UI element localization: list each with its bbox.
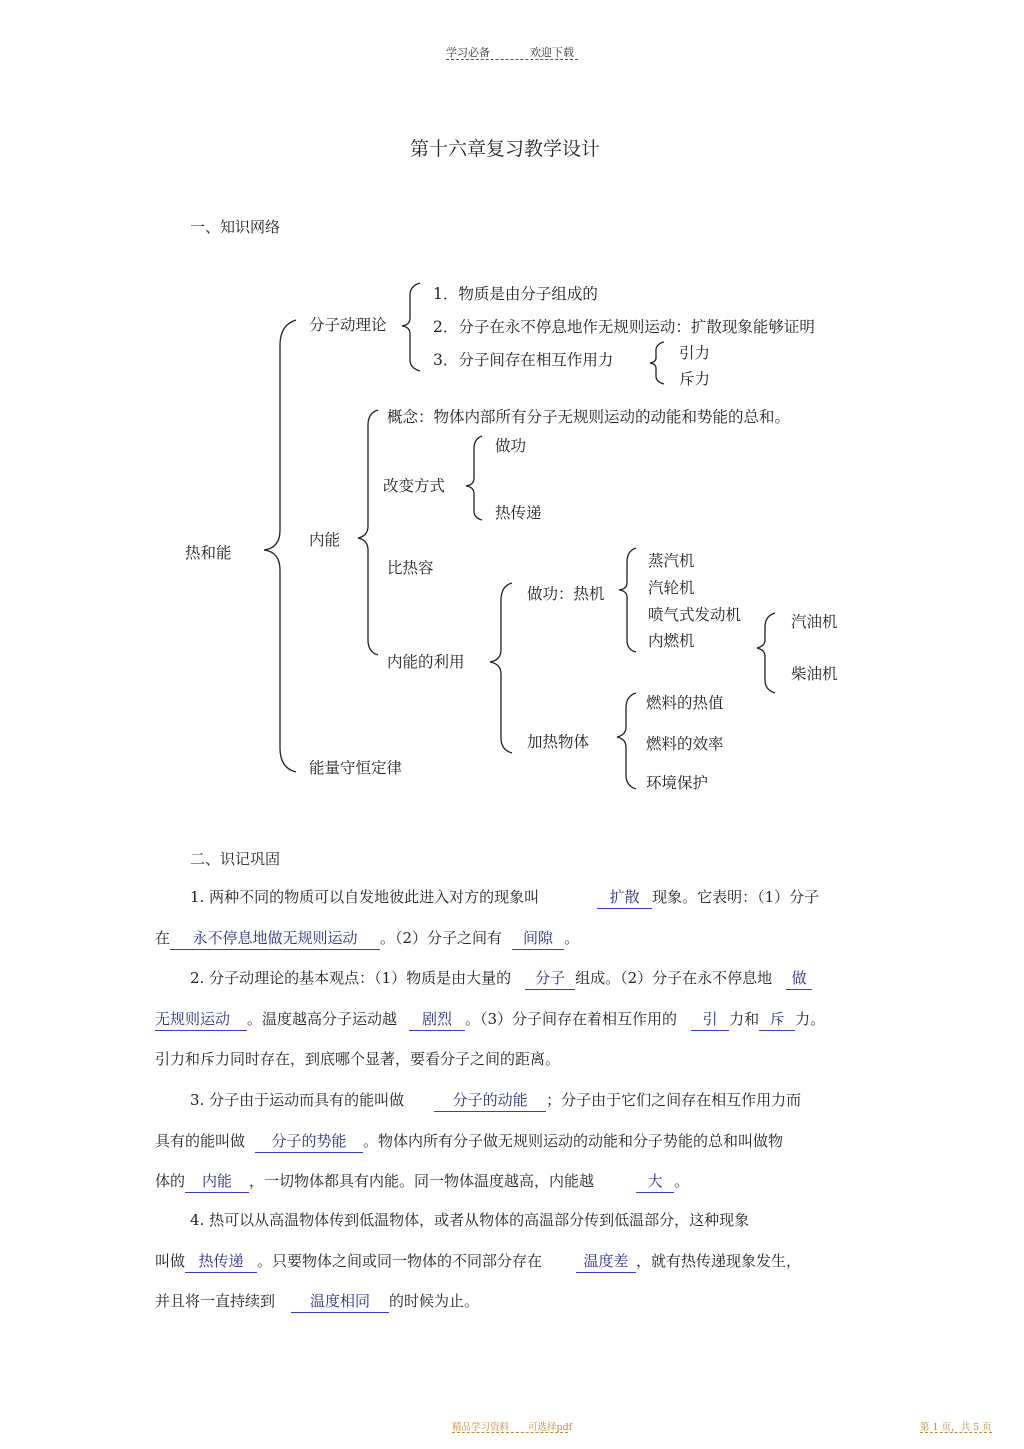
tree-work: 做功：热机 (527, 585, 605, 603)
answer-blank: 扩散 (597, 886, 652, 909)
answer-blank: 分子的动能 (434, 1089, 546, 1112)
brace-ice (757, 613, 775, 693)
tree-b2: 内能 (309, 531, 341, 549)
answer-blank: 热传递 (185, 1250, 257, 1273)
header-left: 学习必备 (446, 46, 490, 59)
tree-root: 热和能 (185, 544, 232, 562)
answer-blank: 分子 (525, 967, 575, 990)
tree-specific-heat: 比热容 (387, 559, 434, 577)
tree-b1-item-1: 1．物质是由分子组成的 (433, 285, 598, 303)
answer-blank: 引 (691, 1008, 729, 1031)
tree-b1-item-2: 2．分子在永不停息地作无规则运动：扩散现象能够证明 (433, 318, 815, 336)
brace-use (490, 583, 512, 753)
question-1: 1. 两种不同的物质可以自发地彼此进入对方的现象叫 扩散 现象。它表明：（1）分子 在 永不停息地做无规则运动 。（2）分子之间有 间隙 。 (155, 877, 875, 958)
answer-blank: 温度相同 (291, 1290, 389, 1313)
header-right: 欢迎下载 (530, 46, 574, 59)
tree-concept: 概念：物体内部所有分子无规则运动的动能和势能的总和。 (387, 408, 791, 426)
brace-engines (619, 548, 636, 652)
footer-center: 精品学习资料 可选择pdf (452, 1422, 573, 1433)
tree-engine-4: 内燃机 (648, 632, 695, 650)
answer-blank: 斥 (759, 1008, 795, 1031)
section-heading-1: 一、知识网络 (190, 218, 281, 236)
brace-b1 (402, 283, 420, 371)
tree-use: 内能的利用 (387, 653, 465, 671)
answer-blank: 无规则运动 (155, 1008, 247, 1031)
tree-engine-3: 喷气式发动机 (648, 606, 742, 624)
page-title: 第十六章复习教学设计 (410, 138, 601, 160)
answer-blank: 间隙 (512, 927, 564, 950)
answer-blank: 做 (786, 967, 812, 990)
answer-blank: 分子的势能 (255, 1130, 363, 1153)
answer-blank: 内能 (185, 1170, 249, 1193)
tree-force-1: 引力 (679, 344, 711, 362)
footer-page-number: 第 1 页，共 5 页 (920, 1422, 992, 1433)
tree-force-2: 斥力 (679, 370, 711, 388)
tree-b3: 能量守恒定律 (309, 759, 403, 777)
tree-engine-2: 汽轮机 (648, 579, 695, 597)
tree-b1: 分子动理论 (309, 316, 387, 334)
tree-change-item-2: 热传递 (495, 504, 542, 522)
tree-ice-2: 柴油机 (791, 665, 838, 683)
tree-heat-item-1: 燃料的热值 (646, 694, 724, 712)
brace-b2 (358, 410, 378, 655)
brace-change (466, 436, 482, 520)
tree-heat-item-2: 燃料的效率 (646, 735, 724, 753)
answer-blank: 温度差 (576, 1250, 636, 1273)
question-3: 3. 分子由于运动而具有的能叫做 分子的动能 ；分子由于它们之间存在相互作用力而 具有的能叫做 分子的势能 。物体内所有分子做无规则运动的动能和分子势能的总和叫做物 体的 内能 ，一切物体都具有内能。同一物体温度越高，内能越 大 。 (155, 1080, 875, 1202)
brace-root (264, 320, 296, 772)
tree-heat: 加热物体 (527, 733, 590, 751)
tree-change-item-1: 做功 (495, 437, 527, 455)
tree-b1-item-3: 3．分子间存在相互作用力 (433, 351, 614, 369)
footer-rule-center (452, 1432, 568, 1433)
brace-heat (617, 693, 636, 789)
tree-heat-item-3: 环境保护 (646, 774, 709, 792)
question-4: 4. 热可以从高温物体传到低温物体，或者从物体的高温部分传到低温部分，这种现象 叫做 热传递 。只要物体之间或同一物体的不同部分存在 温度差 ，就有热传递现象发生， 并且将一直持续到 温度相同 的时候为止。 (155, 1200, 875, 1322)
answer-blank: 大 (636, 1170, 674, 1193)
brace-forces (650, 342, 664, 384)
tree-ice-1: 汽油机 (791, 613, 838, 631)
footer-rule-right (920, 1432, 992, 1433)
answer-blank: 永不停息地做无规则运动 (170, 927, 380, 950)
answer-blank: 剧烈 (409, 1008, 465, 1031)
question-2: 2. 分子动理论的基本观点：（1）物质是由大量的 分子 组成。（2）分子在永不停息地 做 无规则运动 。温度越高分子运动越 剧烈 。（3）分子间存在着相互作用的 引 力和 斥 力。 引力和斥力同时存在，到底哪个显著，要看分子之间的距离。 (155, 969, 826, 1068)
tree-engine-1: 蒸汽机 (648, 552, 695, 570)
tree-change: 改变方式 (383, 477, 446, 495)
section-heading-2: 二、识记巩固 (190, 850, 281, 868)
